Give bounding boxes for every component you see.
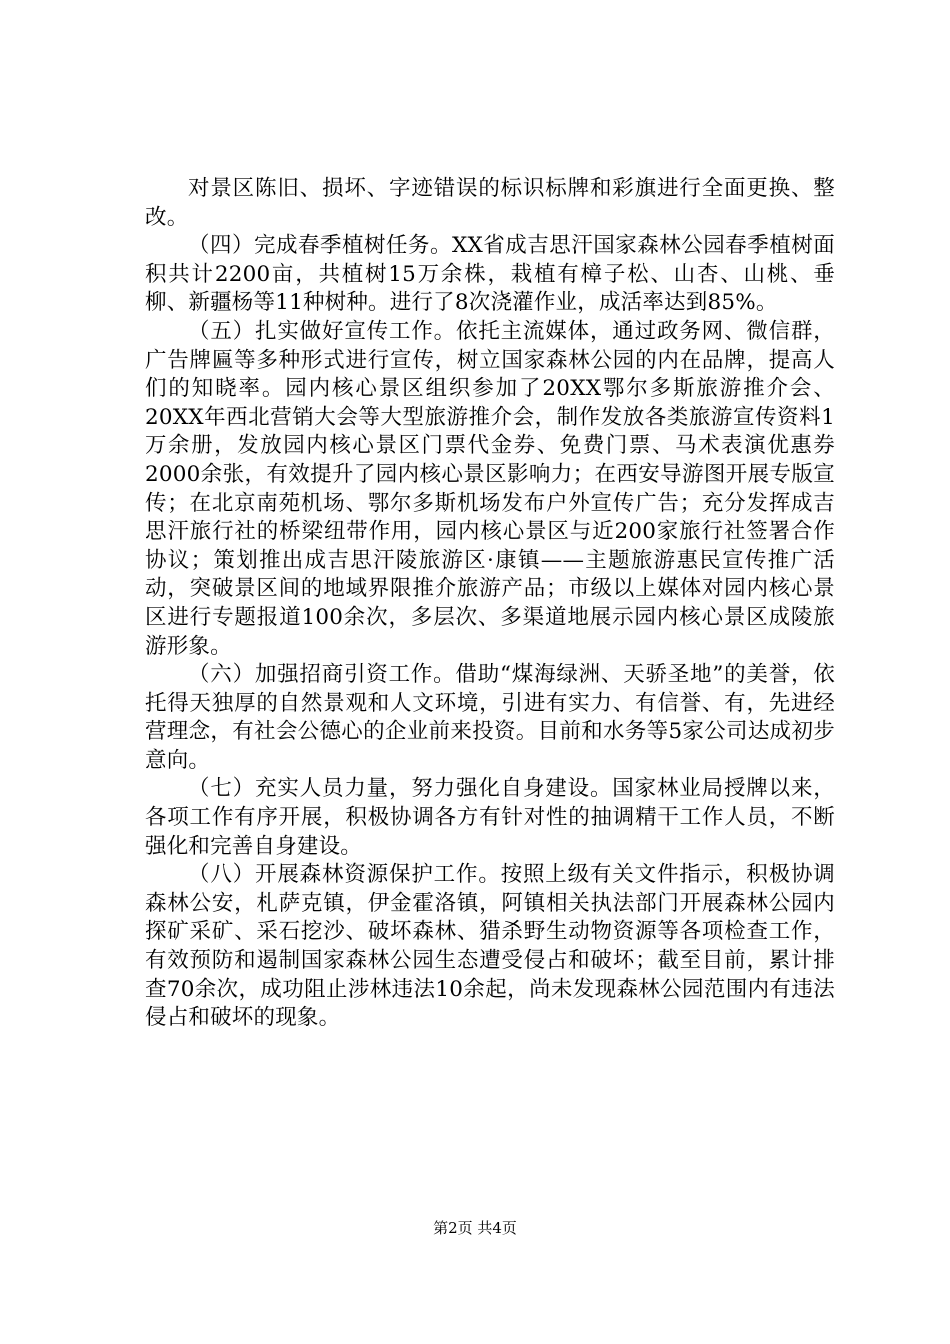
paragraph-publicity: （五）扎实做好宣传工作。依托主流媒体，通过政务网、微信群，广告牌匾等多种形式进行宣传，树立国家森林公园的内在品牌，提高人们的知晓率。园内核心景区组织参加了20XX鄂尔多斯旅游推介会、20XX年西北营销大会等大型旅游推介会，制作发放各类旅游宣传资料1万余册，发放园内核心景区门票代金券、免费门票、马术表演优惠券2000余张，有效提升了园内核心景区影响力；在西安导游图开展专版宣传；在北京南苑机场、鄂尔多斯机场发布户外宣传广告；充分发挥成吉思汗旅行社的桥梁纽带作用，园内核心景区与近200家旅行社签署合作协议；策划推出成吉思汗陵旅游区·康镇——主题旅游惠民宣传推广活动，突破景区间的地域界限推介旅游产品；市级以上媒体对园内核心景区进行专题报道100余次，多层次、多渠道地展示园内核心景区成陵旅游形象。 xyxy=(145,318,835,659)
document-body xyxy=(145,175,835,1033)
paragraph-signage: 对景区陈旧、损坏、字迹错误的标识标牌和彩旗进行全面更换、整改。 xyxy=(145,176,835,230)
paragraph-staffing: （七）充实人员力量，努力强化自身建设。国家林业局授牌以来，各项工作有序开展，积极协调各方有针对性的抽调精干工作人员，不断强化和完善自身建设。 xyxy=(145,776,835,859)
paragraph-investment: （六）加强招商引资工作。借助“煤海绿洲、天骄圣地”的美誉，依托得天独厚的自然景观和人文环境，引进有实力、有信誉、有，先进经营理念，有社会公德心的企业前来投资。目前和水务等5家公司达成初步意向。 xyxy=(145,662,835,773)
paragraph-tree-planting: （四）完成春季植树任务。XX省成吉思汗国家森林公园春季植树面积共计2200亩，共植树15万余株，栽植有樟子松、山杏、山桃、垂柳、新疆杨等11种树种。进行了8次浇灌作业，成活率达到85%。 xyxy=(145,233,835,316)
page-number-footer: 第2页 共4页 xyxy=(433,1219,517,1237)
paragraph-forest-protection: （八）开展森林资源保护工作。按照上级有关文件指示，积极协调森林公安，札萨克镇，伊金霍洛镇，阿镇相关执法部门开展森林公园内探矿采矿、采石挖沙、破坏森林、猎杀野生动物资源等各项检查工作，有效预防和遏制国家森林公园生态遭受侵占和破坏；截至目前，累计排查70余次，成功阻止涉林违法10余起，尚未发现森林公园范围内有违法侵占和破坏的现象。 xyxy=(145,862,835,1031)
